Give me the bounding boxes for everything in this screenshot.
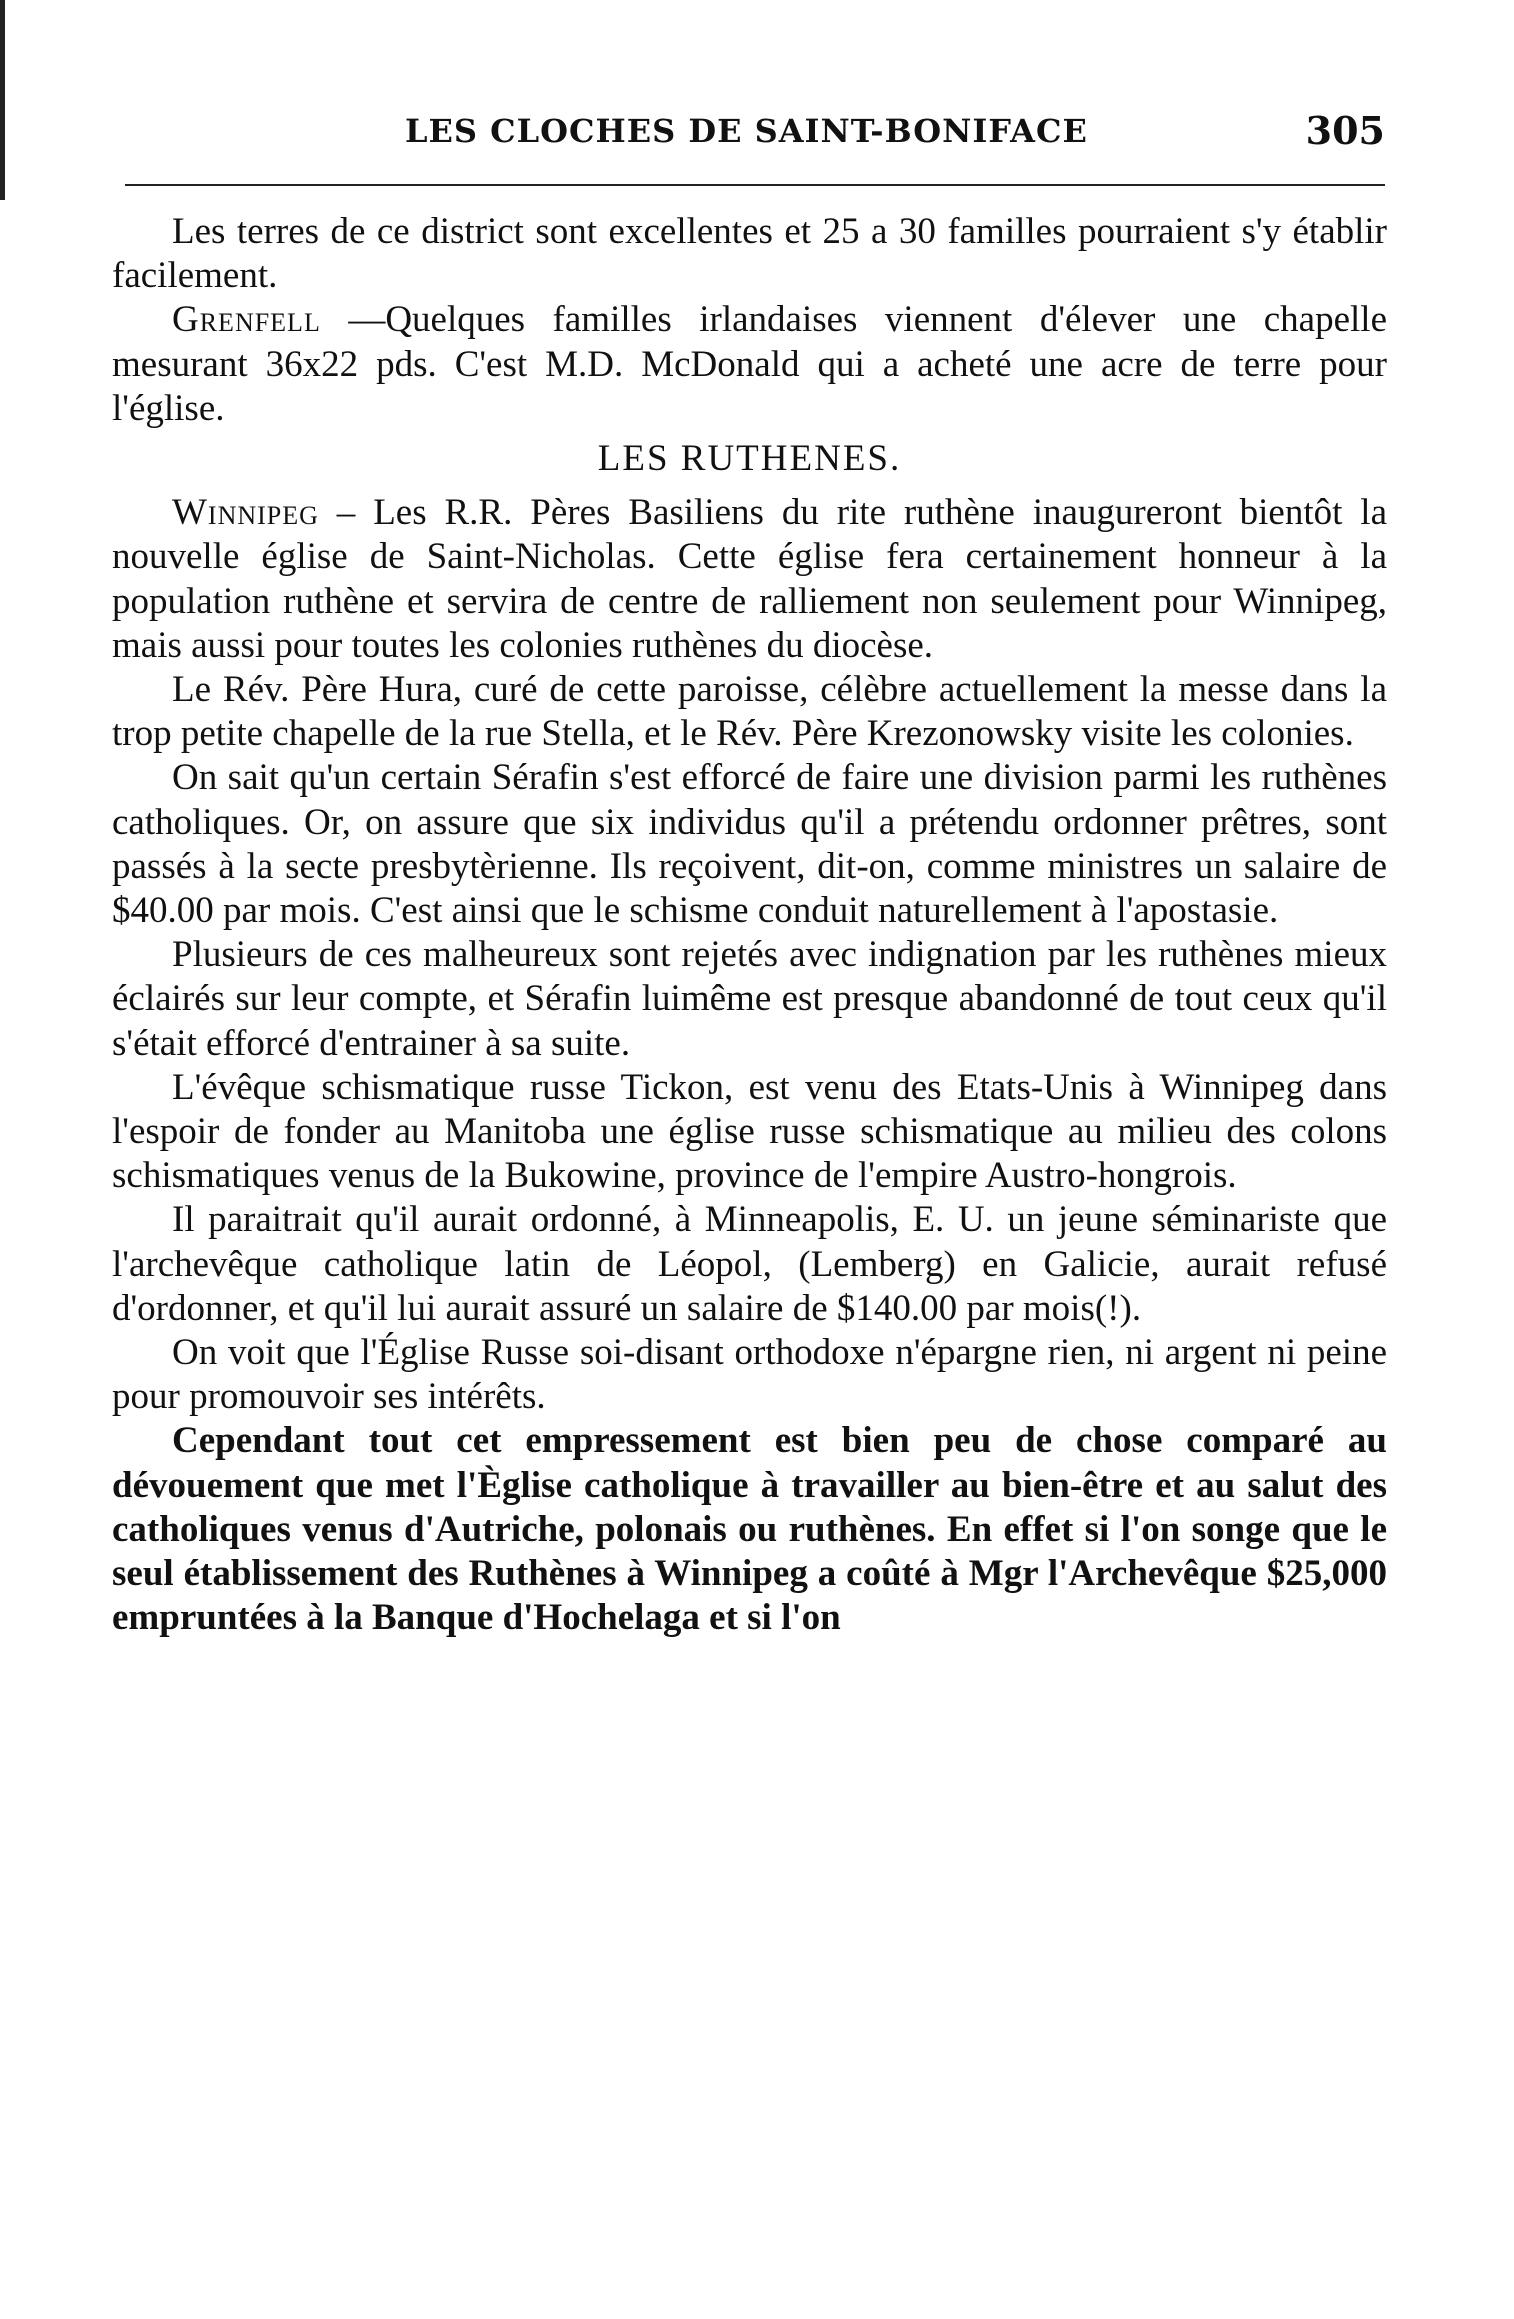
paragraph: Plusieurs de ces malheureux sont rejetés avec indignation par les ruthènes mieux éclairés sur leur compte, et Sérafin luimême est presque abandonné de tout ceux qu'il s'était efforcé d'entrainer à sa suite. <box>112 934 1387 1064</box>
page-number: 305 <box>1305 108 1385 153</box>
paragraph-winnipeg <box>112 491 1387 668</box>
paragraph: Cependant tout cet empressement est bien peu de chose comparé au dévouement que met l'Èglise catholique à travailler au bien-être et au salut des catholiques venus d'Autriche, polonais ou ruthènes. En effet si l'on songe que le seul établissement des Ruthènes à Winnipeg a coûté à Mgr l'Archevêque $25,000 empruntées à la Banque d'Hochelaga et si l'on <box>112 1420 1387 1639</box>
page-body <box>112 210 1387 1641</box>
section-heading: LES RUTHENES. <box>597 438 902 480</box>
paragraph-text: – Les R.R. Pères Basiliens du rite ruthène inaugureront bientôt la nouvelle église de Saint-Nicholas. Cette église fera certainement honneur à la population ruthène et servira de centre de ralliement non seulement pour Winnipeg, mais aussi pour toutes les colonies ruthènes du diocèse. <box>112 492 1387 666</box>
paragraph: L'évêque schismatique russe Tickon, est venu des Etats-Unis à Winnipeg dans l'espoir de fonder au Manitoba une église russe schismatique au milieu des colons schismatiques venus de la Bukowine, province de l'empire Austro-hongrois. <box>112 1066 1387 1197</box>
page-edge <box>0 0 5 200</box>
running-title: LES CLOCHES DE SAINT-BONIFACE <box>405 112 1088 150</box>
paragraph-grenfell <box>112 298 1387 431</box>
paragraph: On sait qu'un certain Sérafin s'est efforcé de faire une division parmi les ruthènes catholiques. Or, on assure que six individus qu'il a prétendu ordonner prêtres, sont passés à la secte presbytèrienne. Ils reçoivent, dit-on, comme ministres un salaire de $40.00 par mois. C'est ainsi que le schisme conduit naturellement à l'apostasie. <box>112 757 1387 932</box>
paragraph: On voit que l'Église Russe soi-disant orthodoxe n'épargne rien, ni argent ni peine pour promouvoir ses intérêts. <box>112 1332 1387 1418</box>
paragraph-text: —Quelques familles irlandaises viennent d'élever une chapelle mesurant 36x22 pds. C'est M.D. McDonald qui a acheté une acre de terre pour l'église. <box>112 299 1387 429</box>
header-rule <box>125 184 1385 186</box>
place-name: Winnipeg <box>172 492 319 534</box>
paragraph: Le Rév. Père Hura, curé de cette paroisse, célèbre actuellement la messe dans la trop petite chapelle de la rue Stella, et le Rév. Père Krezonowsky visite les colonies. <box>112 669 1387 755</box>
place-name: Grenfell <box>172 299 321 341</box>
paragraph: Les terres de ce district sont excellentes et 25 a 30 familles pourraient s'y établir facilement. <box>112 211 1387 297</box>
running-header <box>120 108 1385 172</box>
paragraph: Il paraitrait qu'il aurait ordonné, à Minneapolis, E. U. un jeune séminariste que l'archevêque catholique latin de Léopol, (Lemberg) en Galicie, aurait refusé d'ordonner, et qu'il lui aurait assuré un salaire de $140.00 par mois(!). <box>112 1199 1387 1329</box>
